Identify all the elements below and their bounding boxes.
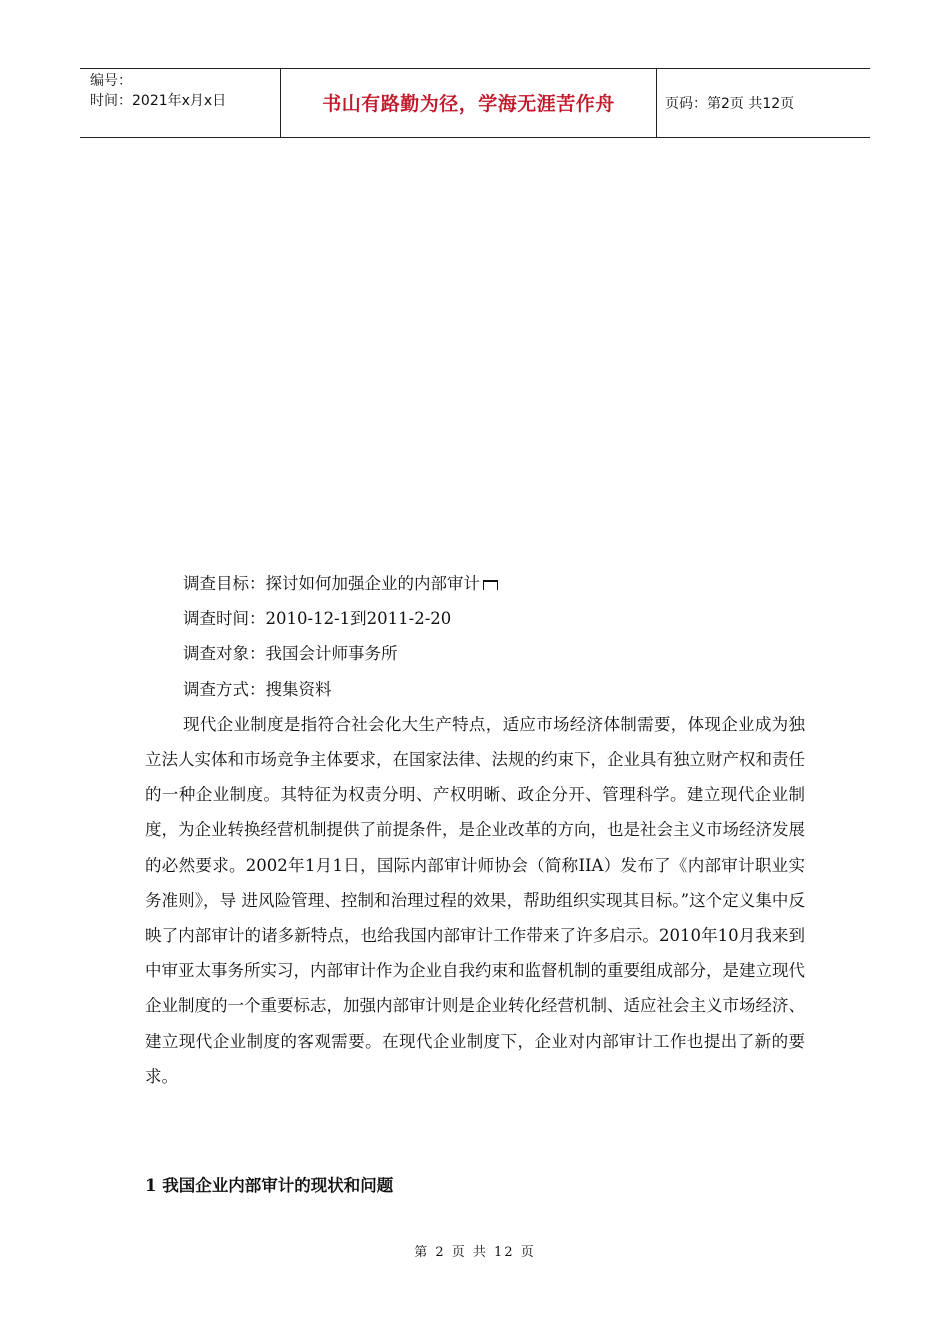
intro-paragraph: 现代企业制度是指符合社会化大生产特点，适应市场经济体制需要，体现企业成为独立法人实体和市场竞争主体要求，在国家法律、法规的约束下，企业具有独立财产权和责任的一种企业制度。其特征为权责分明、产权明晰、政企分开、管理科学。建立现代企业制度，为企业转换经营机制提供了前提条件，是企业改革的方向，也是社会主义市场经济发展的必然要求。2002年1月1日，国际内部审计师协会（简称IIA）发布了《内部审计职业实务准则》，导 进风险管理、控制和治理过程的效果，帮助组织实现其目标。”这个定义集中反映了内部审计的诸多新特点，也给我国内部审计工作带来了许多启示。2010年10月我来到中审亚太事务所实习，内部审计作为企业自我约束和监督机制的重要组成部分，是建立现代企业制度的一个重要标志，加强内部审计则是企业转化经营机制、适应社会主义市场经济、建立现代企业制度的客观需要。在现代企业制度下，企业对内部审计工作也提出了新的要求。 <box>145 714 805 1086</box>
document-body <box>145 566 805 1094</box>
time-label: 时间：2021年x月x日 <box>90 93 227 109</box>
page-code: 页码：第2页 共12页 <box>665 96 795 112</box>
header-motto: 书山有路勤为径，学海无涯苦作舟 <box>322 93 615 115</box>
header-left-cell <box>80 69 281 137</box>
page-footer: 第 2 页 共 12 页 <box>414 1245 536 1260</box>
header-right-cell <box>657 69 870 137</box>
survey-period: 调查时间：2010-12-1到2011-2-20 <box>183 609 452 629</box>
section-heading: 1 我国企业内部审计的现状和问题 <box>145 1176 394 1195</box>
code-label: 编号： <box>90 73 132 89</box>
survey-goal: 调查目标：探讨如何加强企业的内部审计 <box>183 574 480 593</box>
survey-method: 调查方式：搜集资料 <box>183 679 332 699</box>
survey-goal-line <box>145 566 805 601</box>
survey-subject: 调查对象：我国会计师事务所 <box>183 644 398 664</box>
page-header <box>80 68 870 138</box>
bracket-mark-icon <box>483 580 498 590</box>
header-middle-cell <box>281 69 657 137</box>
